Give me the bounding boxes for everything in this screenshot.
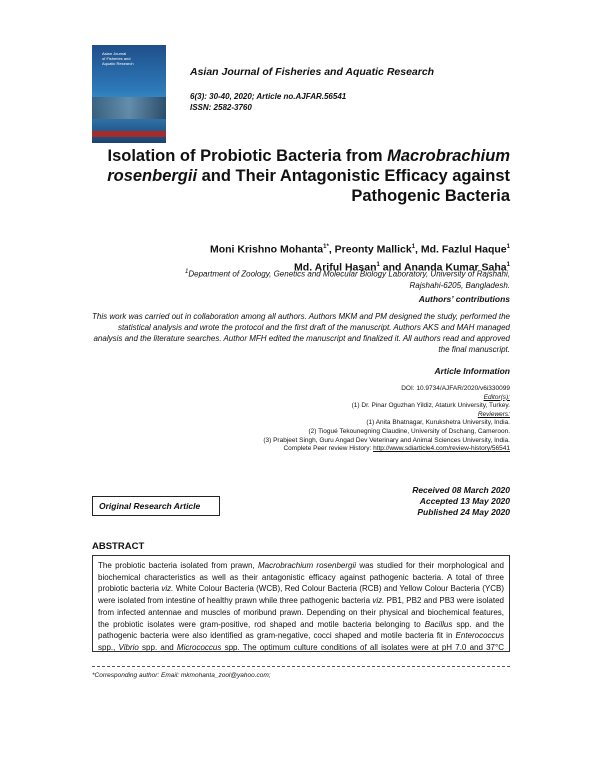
- journal-name: Asian Journal of Fisheries and Aquatic Research: [190, 66, 435, 78]
- editors-label: Editor(s):: [483, 393, 510, 401]
- title-part2: and Their Antagonistic Efficacy against Pathogenic Bacteria: [197, 167, 510, 205]
- abstract-heading: ABSTRACT: [92, 541, 145, 552]
- contributions-heading: Authors’ contributions: [418, 294, 510, 304]
- journal-cover-image: [92, 45, 166, 143]
- journal-citation: 6(3): 30-40, 2020; Article no.AJFAR.56541: [190, 92, 347, 101]
- doi: DOI: 10.9734/AJFAR/2020/v6i330099: [401, 385, 510, 392]
- abstract-box: [92, 555, 510, 652]
- article-type-box: Original Research Article: [92, 496, 220, 516]
- author-affil-mark: 1: [506, 261, 510, 268]
- history-label: Complete Peer review History:: [283, 445, 374, 453]
- editor-entry: (1) Dr. Pinar Oguzhan Yildiz, Ataturk University, Turkey.: [351, 402, 510, 410]
- author-affil-mark: 1: [376, 261, 380, 268]
- affiliation-mark: 1: [185, 269, 189, 275]
- abstract-text: The probiotic bacteria isolated from prawn, Macrobrachium rosenbergii was studied for their morphological and biochemical characteristics as well as their antagonistic efficacy against pathogenic bacteria. A total of three probiotic bacteria viz. White Colour Bacteria (WCB), Red Colour Bacteria (RCB) and Yellow Colour Bacteria (YCB) were isolated from intestine of healthy prawn while three pathogenic bacteria viz. PB1, PB2 and PB3 were isolated from infected antennae and muscles of moribund prawn. Depending on their physical and biochemical features, the probiotic isolates were gram-positive, rod shaped and motile bacteria belonging to Bacillus spp. and the pathogenic bacteria were also identified as gram-negative, cocci shaped and motile bacteria fit in Enterococcus spp., Vibrio spp. and Micrococcus spp. The optimum culture conditions of all isolates were at pH 7.0 and 37°C: [98, 561, 505, 652]
- affiliation: [92, 267, 510, 291]
- author-list: Moni Krishno Mohanta$^{1*}$, Preonty Mallick$^1$, Md. Fazlul Haque$^1$ Md. Ariful Hasan$^1$ and Ananda Kumar Saha$^1$: [209, 243, 510, 273]
- cover-title-line1: Asian Journal: [102, 51, 127, 56]
- author-affil-mark: 1: [506, 244, 510, 250]
- peer-review-history: [92, 445, 510, 454]
- published-date: Published 24 May 2020: [417, 507, 510, 517]
- journal-issn: ISSN: 2582-3760: [190, 103, 252, 112]
- author-affil-mark: 1*: [323, 244, 329, 250]
- reviewer-entry: (1) Anita Bhatnagar, Kurukshetra University, India.: [366, 419, 510, 427]
- author-affil-mark: 1: [411, 244, 416, 250]
- received-date: Received 08 March 2020: [412, 485, 510, 495]
- author-name: Preonty Mallick: [334, 243, 412, 256]
- article-info-heading: Article Information: [434, 366, 510, 376]
- cover-band: [92, 131, 166, 137]
- publication-dates: [350, 485, 510, 518]
- cover-title-line2: of Fisheries and: [102, 56, 131, 61]
- reviewers-label: Reviewers:: [477, 410, 510, 418]
- corresponding-author-footnote: *Corresponding author: Email: mkmohanta_zool@yahoo.com;: [92, 672, 271, 679]
- article-info: [92, 385, 510, 454]
- review-history-link[interactable]: http://www.sdiarticle4.com/review-history/56541: [373, 445, 510, 453]
- cover-photo: [92, 97, 166, 119]
- footnote-divider: [92, 666, 510, 667]
- reviewer-entry: (3) Prabjeet Singh, Guru Angad Dev Veterinary and Animal Sciences University, India.: [263, 436, 510, 444]
- title-species: Macrobrachium rosenbergii: [107, 147, 510, 185]
- paper-title: [92, 146, 510, 206]
- author-name: Moni Krishno Mohanta: [209, 243, 324, 256]
- cover-title-line3: Aquatic Research: [102, 61, 134, 66]
- contributions-text: This work was carried out in collaboration among all authors. Authors MKM and PM designed the study, performed the statistical analysis and wrote the protocol and the first draft of the manuscript. Authors AKS and MAH managed analysis and the literature searches. Author MFH edited the manuscript and finalized it. All authors read and approved the final manuscript.: [92, 312, 510, 354]
- author-name: Md. Ariful Hasan: [294, 261, 377, 273]
- reviewer-entry: (2) Tiogué Tekounegning Claudine, University of Dschang, Cameroon.: [308, 427, 510, 435]
- author-name: Md. Fazlul Haque: [420, 243, 507, 256]
- author-name: Ananda Kumar Saha: [403, 261, 507, 273]
- affiliation-line2: Rajshahi-6205, Bangladesh.: [409, 280, 510, 290]
- accepted-date: Accepted 13 May 2020: [419, 496, 510, 506]
- affiliation-line1: Department of Zoology, Genetics and Molecular Biology Laboratory, University of Rajshahi,: [188, 269, 510, 279]
- title-part1: Isolation of Probiotic Bacteria from: [107, 147, 388, 165]
